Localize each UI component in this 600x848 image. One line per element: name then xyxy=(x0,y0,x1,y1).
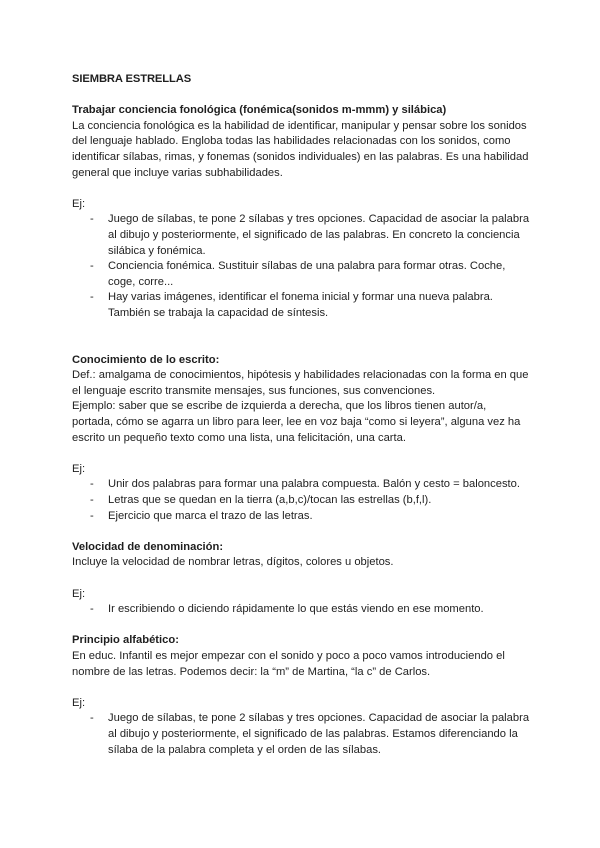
dash-bullet: - xyxy=(90,494,94,507)
section-paragraph: La conciencia fonológica es la habilidad de identificar, manipular y pensar sobre los sonidos del lenguaje hablado. Engloba todas las habilidades relacionadas con los sonidos, como identificar sílabas, rimas, y fonemas (sonidos individuales) en las palabras. Es una habilidad general que incluye varias subhabilidades. xyxy=(72,119,529,179)
spacer xyxy=(72,322,530,353)
list-item xyxy=(72,493,530,509)
dash-bullet: - xyxy=(90,213,94,226)
section-heading: Conocimiento de lo escrito: xyxy=(72,353,220,366)
list-item xyxy=(72,212,530,259)
section-paragraph: Ejemplo: saber que se escribe de izquierda a derecha, que los libros tienen autor/a, portada, cómo se agarra un libro para leer, lee en voz baja “como si leyera”, alguna vez ha escrito un pequeño texto como una lista, una felicitación, una carta. xyxy=(72,400,521,444)
spacer xyxy=(72,524,530,540)
list-item xyxy=(72,509,530,525)
section-paragraph: Incluye la velocidad de nombrar letras, dígitos, colores u objetos. xyxy=(72,556,394,569)
dash-bullet: - xyxy=(90,603,94,616)
dash-bullet: - xyxy=(90,712,94,725)
list-item-text: Letras que se quedan en la tierra (a,b,c)/tocan las estrellas (b,f,l). xyxy=(108,494,432,507)
section-heading: Velocidad de denominación: xyxy=(72,540,224,553)
list-item-text: Juego de sílabas, te pone 2 sílabas y tres opciones. Capacidad de asociar la palabra al dibujo y posteriormente, el significado de las palabras. En concreto la conciencia silábica y fonémica. xyxy=(108,213,530,257)
example-list xyxy=(72,602,530,618)
example-label: Ej: xyxy=(72,197,86,210)
list-item-text: Hay varias imágenes, identificar el fonema inicial y formar una nueva palabra. También se trabaja la capacidad de síntesis. xyxy=(108,291,493,319)
list-item xyxy=(72,477,530,493)
example-label: Ej: xyxy=(72,696,86,709)
example-label: Ej: xyxy=(72,462,86,475)
list-item xyxy=(72,602,530,618)
example-list xyxy=(72,212,530,321)
section-principio-alfabetico xyxy=(72,633,530,758)
dash-bullet: - xyxy=(90,291,94,304)
list-item-text: Ir escribiendo o diciendo rápidamente lo que estás viendo en ese momento. xyxy=(108,603,484,616)
list-item xyxy=(72,711,530,758)
dash-bullet: - xyxy=(90,478,94,491)
example-list xyxy=(72,477,530,524)
list-item xyxy=(72,290,530,321)
document-content xyxy=(72,72,530,758)
dash-bullet: - xyxy=(90,260,94,273)
section-conciencia-fonologica xyxy=(72,103,530,321)
section-heading: Principio alfabético: xyxy=(72,634,179,647)
list-item-text: Ejercicio que marca el trazo de las letras. xyxy=(108,509,313,522)
list-item-text: Juego de sílabas, te pone 2 sílabas y tres opciones. Capacidad de asociar la palabra al dibujo y posteriormente, el significado de las palabras. Estamos diferenciando la sílaba de la palabra completa y el orden de las sílabas. xyxy=(108,712,530,756)
document-title: SIEMBRA ESTRELLAS xyxy=(72,73,192,85)
example-label: Ej: xyxy=(72,587,86,600)
dash-bullet: - xyxy=(90,509,94,522)
spacer xyxy=(72,618,530,634)
list-item xyxy=(72,259,530,290)
list-item-text: Unir dos palabras para formar una palabra compuesta. Balón y cesto = baloncesto. xyxy=(108,478,520,491)
section-heading: Trabajar conciencia fonológica (fonémica(sonidos m-mmm) y silábica) xyxy=(72,104,447,117)
section-paragraph: En educ. Infantil es mejor empezar con el sonido y poco a poco vamos introduciendo el nombre de las letras. Podemos decir: la “m” de Martina, “la c” de Carlos. xyxy=(72,649,505,678)
example-list xyxy=(72,711,530,758)
section-paragraph: Def.: amalgama de conocimientos, hipótesis y habilidades relacionadas con la forma en que el lenguaje escrito transmite mensajes, sus funciones, sus convenciones. xyxy=(72,369,529,397)
section-conocimiento-escrito xyxy=(72,353,530,525)
section-velocidad-denominacion xyxy=(72,540,530,618)
list-item-text: Conciencia fonémica. Sustituir sílabas de una palabra para formar otras. Coche, coge, corre... xyxy=(108,260,506,288)
